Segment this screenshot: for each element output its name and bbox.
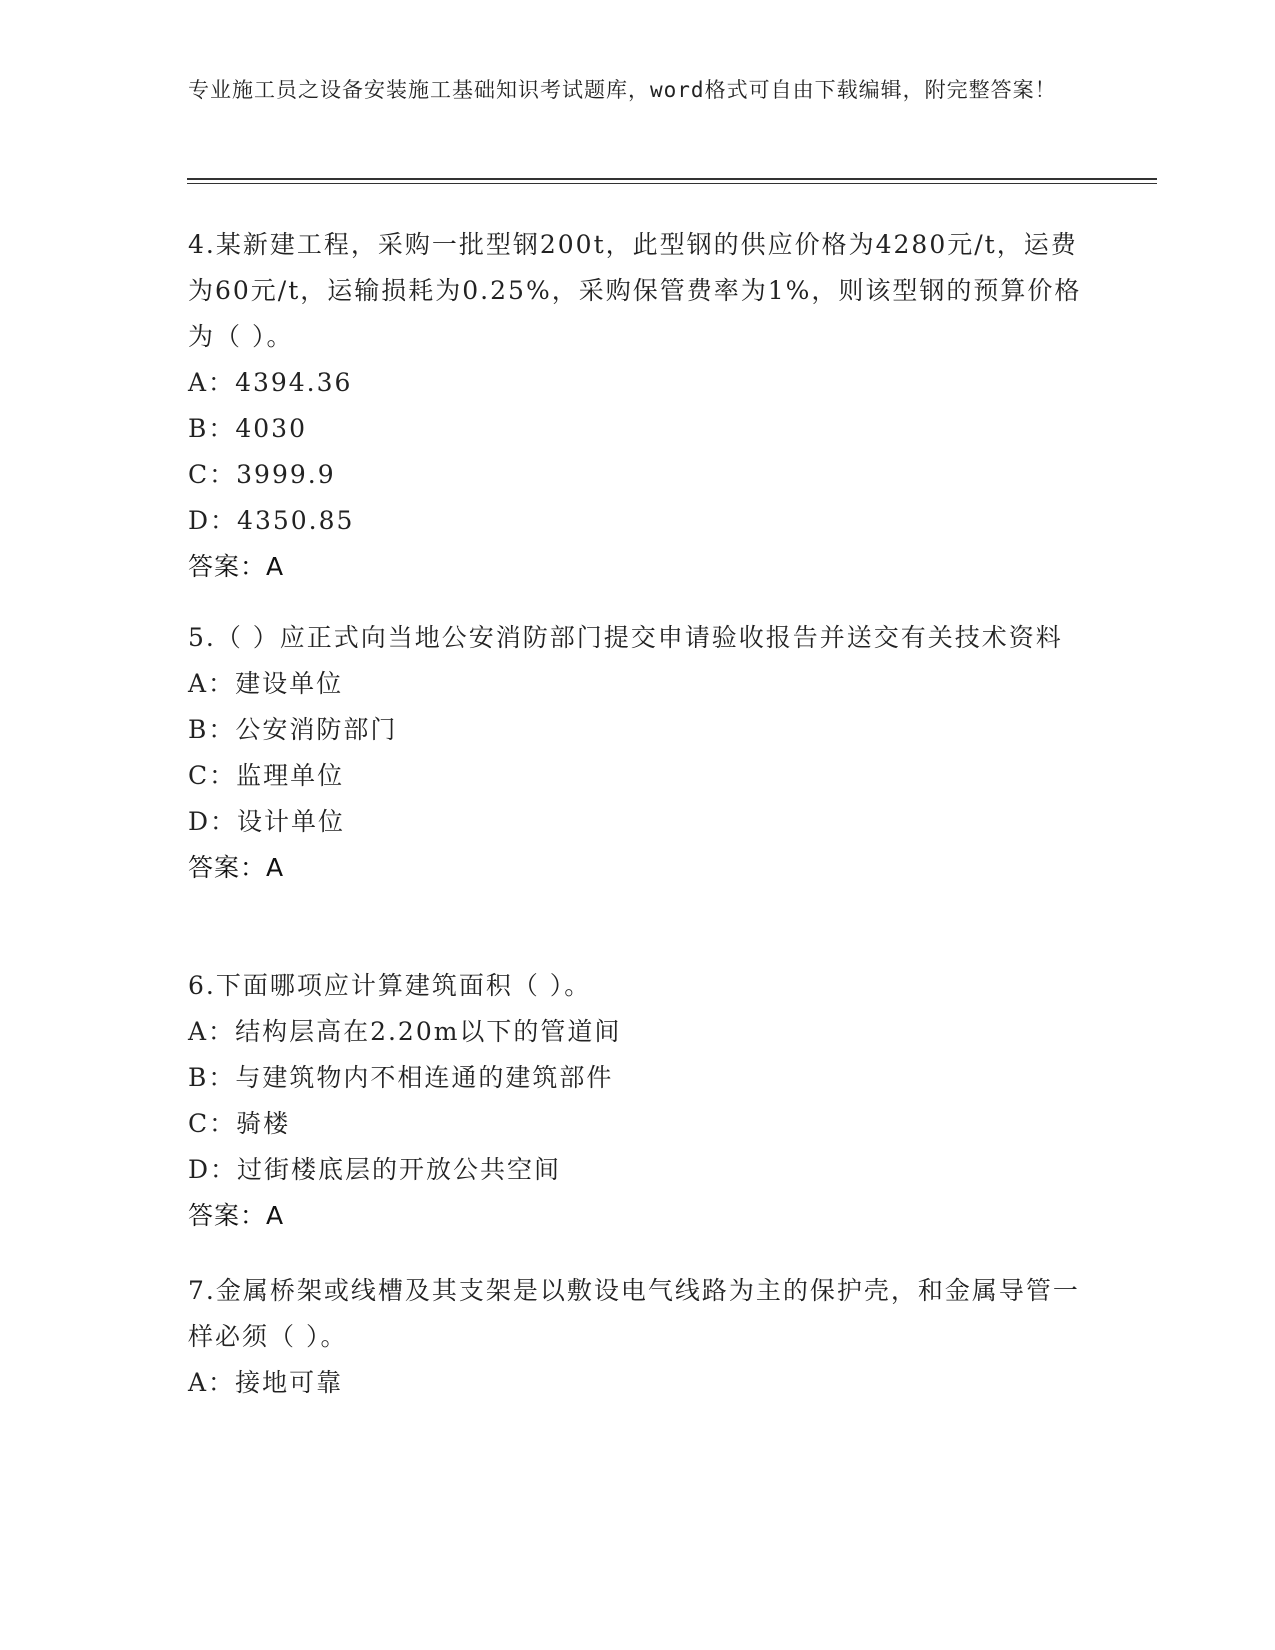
option-value: 4394.36 bbox=[235, 368, 353, 397]
question-7 bbox=[188, 1268, 1088, 1406]
option-value: 接地可靠 bbox=[235, 1368, 344, 1397]
option-a bbox=[188, 360, 1088, 406]
option-value: 与建筑物内不相连通的建筑部件 bbox=[235, 1063, 614, 1092]
option-d bbox=[188, 799, 1088, 845]
question-text: 5.（ ）应正式向当地公安消防部门提交申请验收报告并送交有关技术资料 bbox=[188, 623, 1063, 652]
option-c bbox=[188, 452, 1088, 498]
option-c bbox=[188, 1101, 1088, 1147]
option-key: A： bbox=[188, 1017, 236, 1046]
option-a bbox=[188, 661, 1088, 707]
option-b bbox=[188, 1055, 1088, 1101]
option-key: C： bbox=[188, 460, 237, 489]
option-a bbox=[188, 1009, 1088, 1055]
option-value: 4030 bbox=[235, 414, 307, 443]
option-d bbox=[188, 498, 1088, 544]
option-key: D： bbox=[188, 807, 238, 836]
option-key: B： bbox=[188, 715, 236, 744]
option-value: 3999.9 bbox=[236, 460, 336, 489]
answer-label: 答案：A bbox=[188, 1201, 285, 1230]
option-key: C： bbox=[188, 761, 237, 790]
option-key: D： bbox=[188, 1155, 238, 1184]
option-value: 过街楼底层的开放公共空间 bbox=[237, 1155, 562, 1184]
answer-label: 答案：A bbox=[188, 853, 285, 882]
question-text: 7.金属桥架或线槽及其支架是以敷设电气线路为主的保护壳，和金属导管一样必须（ ）。 bbox=[188, 1276, 1080, 1351]
option-value: 公安消防部门 bbox=[235, 715, 398, 744]
question-4 bbox=[188, 222, 1088, 590]
option-d bbox=[188, 1147, 1088, 1193]
option-value: 设计单位 bbox=[237, 807, 346, 836]
option-key: A： bbox=[188, 669, 236, 698]
option-key: A： bbox=[188, 1368, 236, 1397]
document-header: 专业施工员之设备安装施工基础知识考试题库，word格式可自由下载编辑，附完整答案！ bbox=[188, 78, 1057, 102]
option-key: B： bbox=[188, 1063, 236, 1092]
option-b bbox=[188, 707, 1088, 753]
question-text: 6.下面哪项应计算建筑面积（ ）。 bbox=[188, 971, 592, 1000]
option-value: 监理单位 bbox=[236, 761, 345, 790]
question-5 bbox=[188, 615, 1088, 891]
option-key: B： bbox=[188, 414, 236, 443]
option-key: D： bbox=[188, 506, 238, 535]
option-key: C： bbox=[188, 1109, 237, 1138]
question-6 bbox=[188, 963, 1088, 1239]
answer-label: 答案：A bbox=[188, 552, 285, 581]
option-a bbox=[188, 1360, 1088, 1406]
option-c bbox=[188, 753, 1088, 799]
option-value: 建设单位 bbox=[235, 669, 344, 698]
question-text: 4.某新建工程，采购一批型钢200t，此型钢的供应价格为4280元/t，运费为60元/t，运输损耗为0.25%，采购保管费率为1%，则该型钢的预算价格为（ ）。 bbox=[188, 230, 1082, 351]
option-b bbox=[188, 406, 1088, 452]
option-key: A： bbox=[188, 368, 236, 397]
option-value: 4350.85 bbox=[237, 506, 355, 535]
header-divider bbox=[187, 178, 1157, 184]
option-value: 骑楼 bbox=[236, 1109, 291, 1138]
option-value: 结构层高在2.20m以下的管道间 bbox=[235, 1017, 622, 1046]
